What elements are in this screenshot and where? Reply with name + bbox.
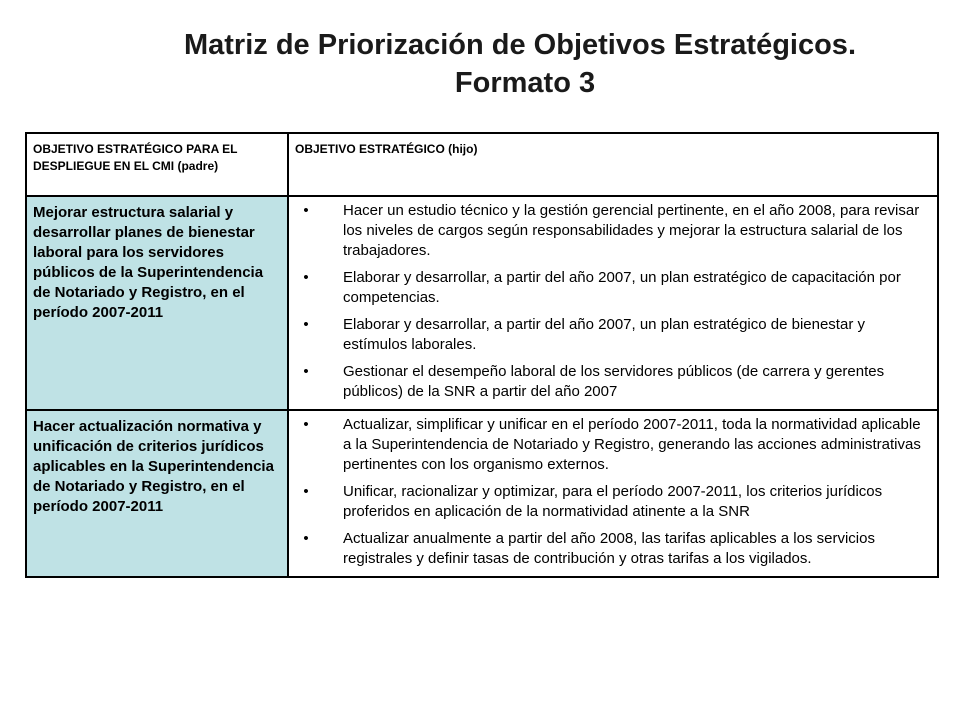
child-objectives-cell <box>288 196 938 410</box>
child-objective-text: Hacer un estudio técnico y la gestión gerencial pertinente, en el año 2008, para revisar los niveles de cargos según responsabilidades y mejorar la estructura salarial de los trabajadores. <box>343 202 920 259</box>
table-row <box>26 196 938 410</box>
child-objective-text: Elaborar y desarrollar, a partir del año 2007, un plan estratégico de capacitación por competencias. <box>343 269 901 306</box>
title-line-1: Matriz de Priorización de Objetivos Estratégicos. <box>183 29 856 61</box>
list-item <box>299 415 927 475</box>
child-objective-text: Actualizar anualmente a partir del año 2008, las tarifas aplicables a los servicios registrales y definir tasas de contribución y otras tarifas a los vigilados. <box>343 530 875 567</box>
parent-objective-cell: Hacer actualización normativa y unificación de criterios jurídicos aplicables en la Superintendencia de Notariado y Registro, en el período 2007-2011 <box>26 410 288 577</box>
header-parent-objective: OBJETIVO ESTRATÉGICO PARA EL DESPLIEGUE EN EL CMI (padre) <box>26 133 288 196</box>
list-item <box>299 268 927 308</box>
bullet-icon: • <box>303 316 309 333</box>
child-objectives-list <box>299 201 927 402</box>
bullet-icon: • <box>303 530 309 547</box>
parent-objective-cell: Mejorar estructura salarial y desarrollar planes de bienestar laboral para los servidores públicos de la Superintendencia de Notariado y Registro, en el período 2007-2011 <box>26 196 288 410</box>
child-objectives-list <box>299 415 927 569</box>
child-objective-text: Unificar, racionalizar y optimizar, para el período 2007-2011, los criterios jurídicos proferidos en aplicación de la normatividad atinente a la SNR <box>343 483 883 520</box>
table-row <box>26 410 938 577</box>
bullet-icon: • <box>303 363 309 380</box>
list-item <box>299 482 927 522</box>
bullet-icon: • <box>303 202 309 219</box>
list-item <box>299 201 927 261</box>
list-item <box>299 362 927 402</box>
bullet-icon: • <box>303 416 309 433</box>
header-child-objective: OBJETIVO ESTRATÉGICO (hijo) <box>288 133 938 196</box>
list-item <box>299 529 927 569</box>
child-objective-text: Actualizar, simplificar y unificar en el período 2007-2011, toda la normatividad aplicable a la Superintendencia de Notariado y Registro, generando las acciones administrativas pertinentes con los organismo externos. <box>343 416 921 473</box>
child-objective-text: Elaborar y desarrollar, a partir del año 2007, un plan estratégico de bienestar y estímulos laborales. <box>343 316 865 353</box>
child-objective-text: Gestionar el desempeño laboral de los servidores públicos (de carrera y gerentes públicos) de la SNR a partir del año 2007 <box>343 363 885 400</box>
list-item <box>299 315 927 355</box>
bullet-icon: • <box>303 483 309 500</box>
page-title <box>0 26 960 102</box>
bullet-icon: • <box>303 269 309 286</box>
prioritization-matrix-table <box>25 132 939 578</box>
child-objectives-cell <box>288 410 938 577</box>
table-header-row <box>26 133 938 196</box>
title-line-2: Formato 3 <box>454 67 596 99</box>
